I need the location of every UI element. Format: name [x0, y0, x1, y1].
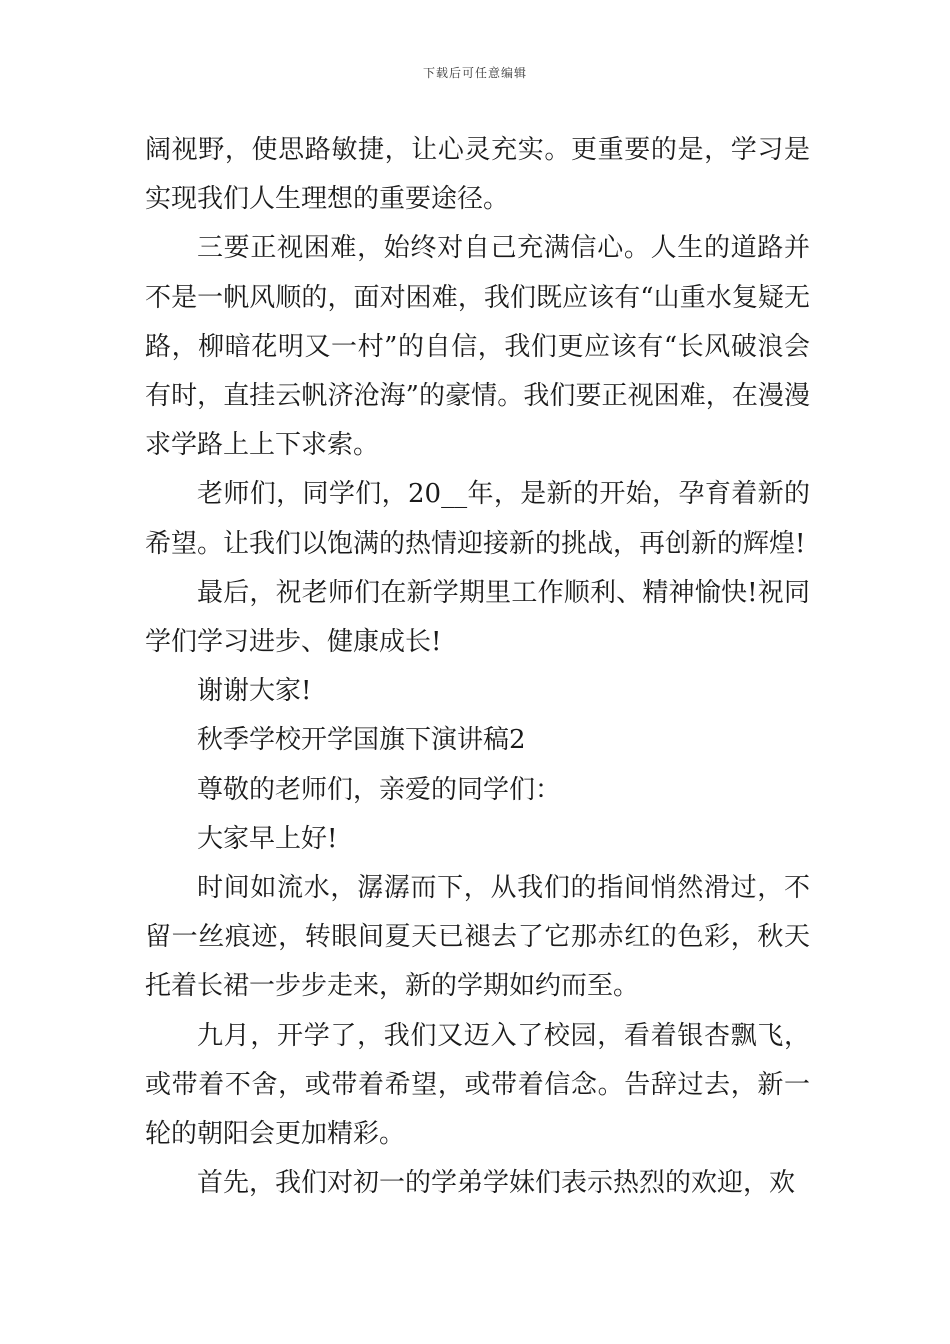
- section-title: 秋季学校开学国旗下演讲稿2: [197, 725, 526, 756]
- paragraph: 九月，开学了，我们又迈入了校园，看着银杏飘飞，或带着不舍，或带着希望，或带着信念。告辞过去，新一轮的朝阳会更加精彩。: [145, 1020, 810, 1150]
- page-header: 下载后可任意编辑: [422, 66, 527, 80]
- paragraph: 最后，祝老师们在新学期里工作顺利、精神愉快!祝同学们学习进步、健康成长!: [145, 577, 810, 658]
- salutation: 尊敬的老师们，亲爱的同学们：: [197, 774, 562, 805]
- paragraph: 时间如流水，潺潺而下，从我们的指间悄然滑过，不留一丝痕迹，转眼间夏天已褪去了它那赤红的色彩，秋天托着长裙一步步走来，新的学期如约而至。: [145, 873, 810, 1002]
- paragraph: 阔视野，使思路敏捷，让心灵充实。更重要的是，学习是实现我们人生理想的重要途径。: [145, 135, 810, 215]
- paragraph: 首先，我们对初一的学弟学妹们表示热烈的欢迎，欢: [197, 1168, 796, 1199]
- paragraph: 谢谢大家!: [197, 676, 312, 707]
- document-body: [145, 126, 810, 1208]
- greeting: 大家早上好!: [197, 823, 338, 854]
- paragraph: 三要正视困难，始终对自己充满信心。人生的道路并不是一帆风顺的，面对困难，我们既应该有“山重水复疑无路，柳暗花明又一村”的自信，我们更应该有“长风破浪会有时，直挂云帆济沧海”的豪情。我们要正视困难，在漫漫求学路上上下求索。: [145, 233, 810, 461]
- paragraph: 老师们，同学们，20__年，是新的开始，孕育着新的希望。让我们以饱满的热情迎接新的挑战，再创新的辉煌!: [145, 479, 810, 559]
